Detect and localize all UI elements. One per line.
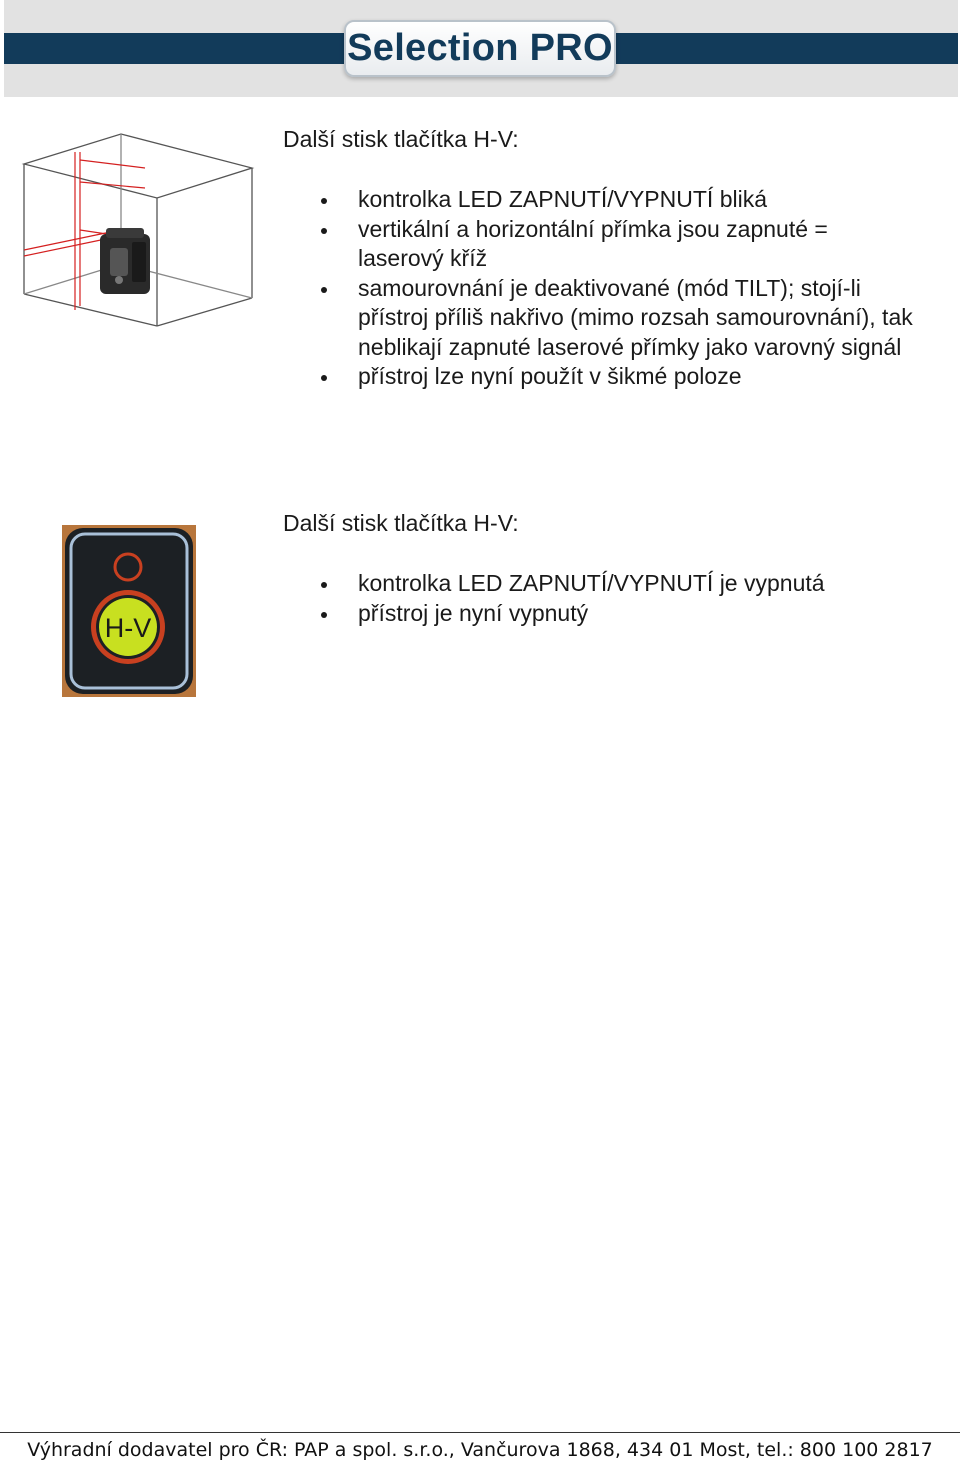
footer-divider — [0, 1432, 960, 1433]
section1-heading: Další stisk tlačítka H-V: — [283, 126, 519, 152]
section2-list — [318, 569, 918, 628]
brand-logo-box — [344, 20, 616, 77]
list-item: přístroj lze nyní použít v šikmé poloze — [318, 362, 918, 392]
section1-list — [318, 185, 918, 392]
footer-text: Výhradní dodavatel pro ČR: PAP a spol. s.r.o., Vančurova 1868, 434 01 Most, tel.: 800 100 2817 — [27, 1439, 933, 1461]
list-item: kontrolka LED ZAPNUTÍ/VYPNUTÍ je vypnutá — [318, 569, 918, 599]
brand-title: Selection PRO — [347, 27, 613, 69]
laser-device-icon — [100, 228, 150, 294]
list-item: samourovnání je deaktivované (mód TILT); stojí-li přístroj příliš nakřivo (mimo rozsah samourovnání), tak neblikají zapnuté laserové přímky jako varovný signál — [318, 274, 918, 363]
list-item: kontrolka LED ZAPNUTÍ/VYPNUTÍ bliká — [318, 185, 918, 215]
section2-heading: Další stisk tlačítka H-V: — [283, 510, 519, 536]
list-item: vertikální a horizontální přímka jsou zapnuté = laserový kříž — [318, 215, 918, 274]
laser-cross-illustration — [20, 130, 258, 330]
hv-button-label: H-V — [104, 613, 152, 643]
list-item: přístroj je nyní vypnutý — [318, 599, 918, 629]
hv-button-illustration — [62, 525, 196, 697]
